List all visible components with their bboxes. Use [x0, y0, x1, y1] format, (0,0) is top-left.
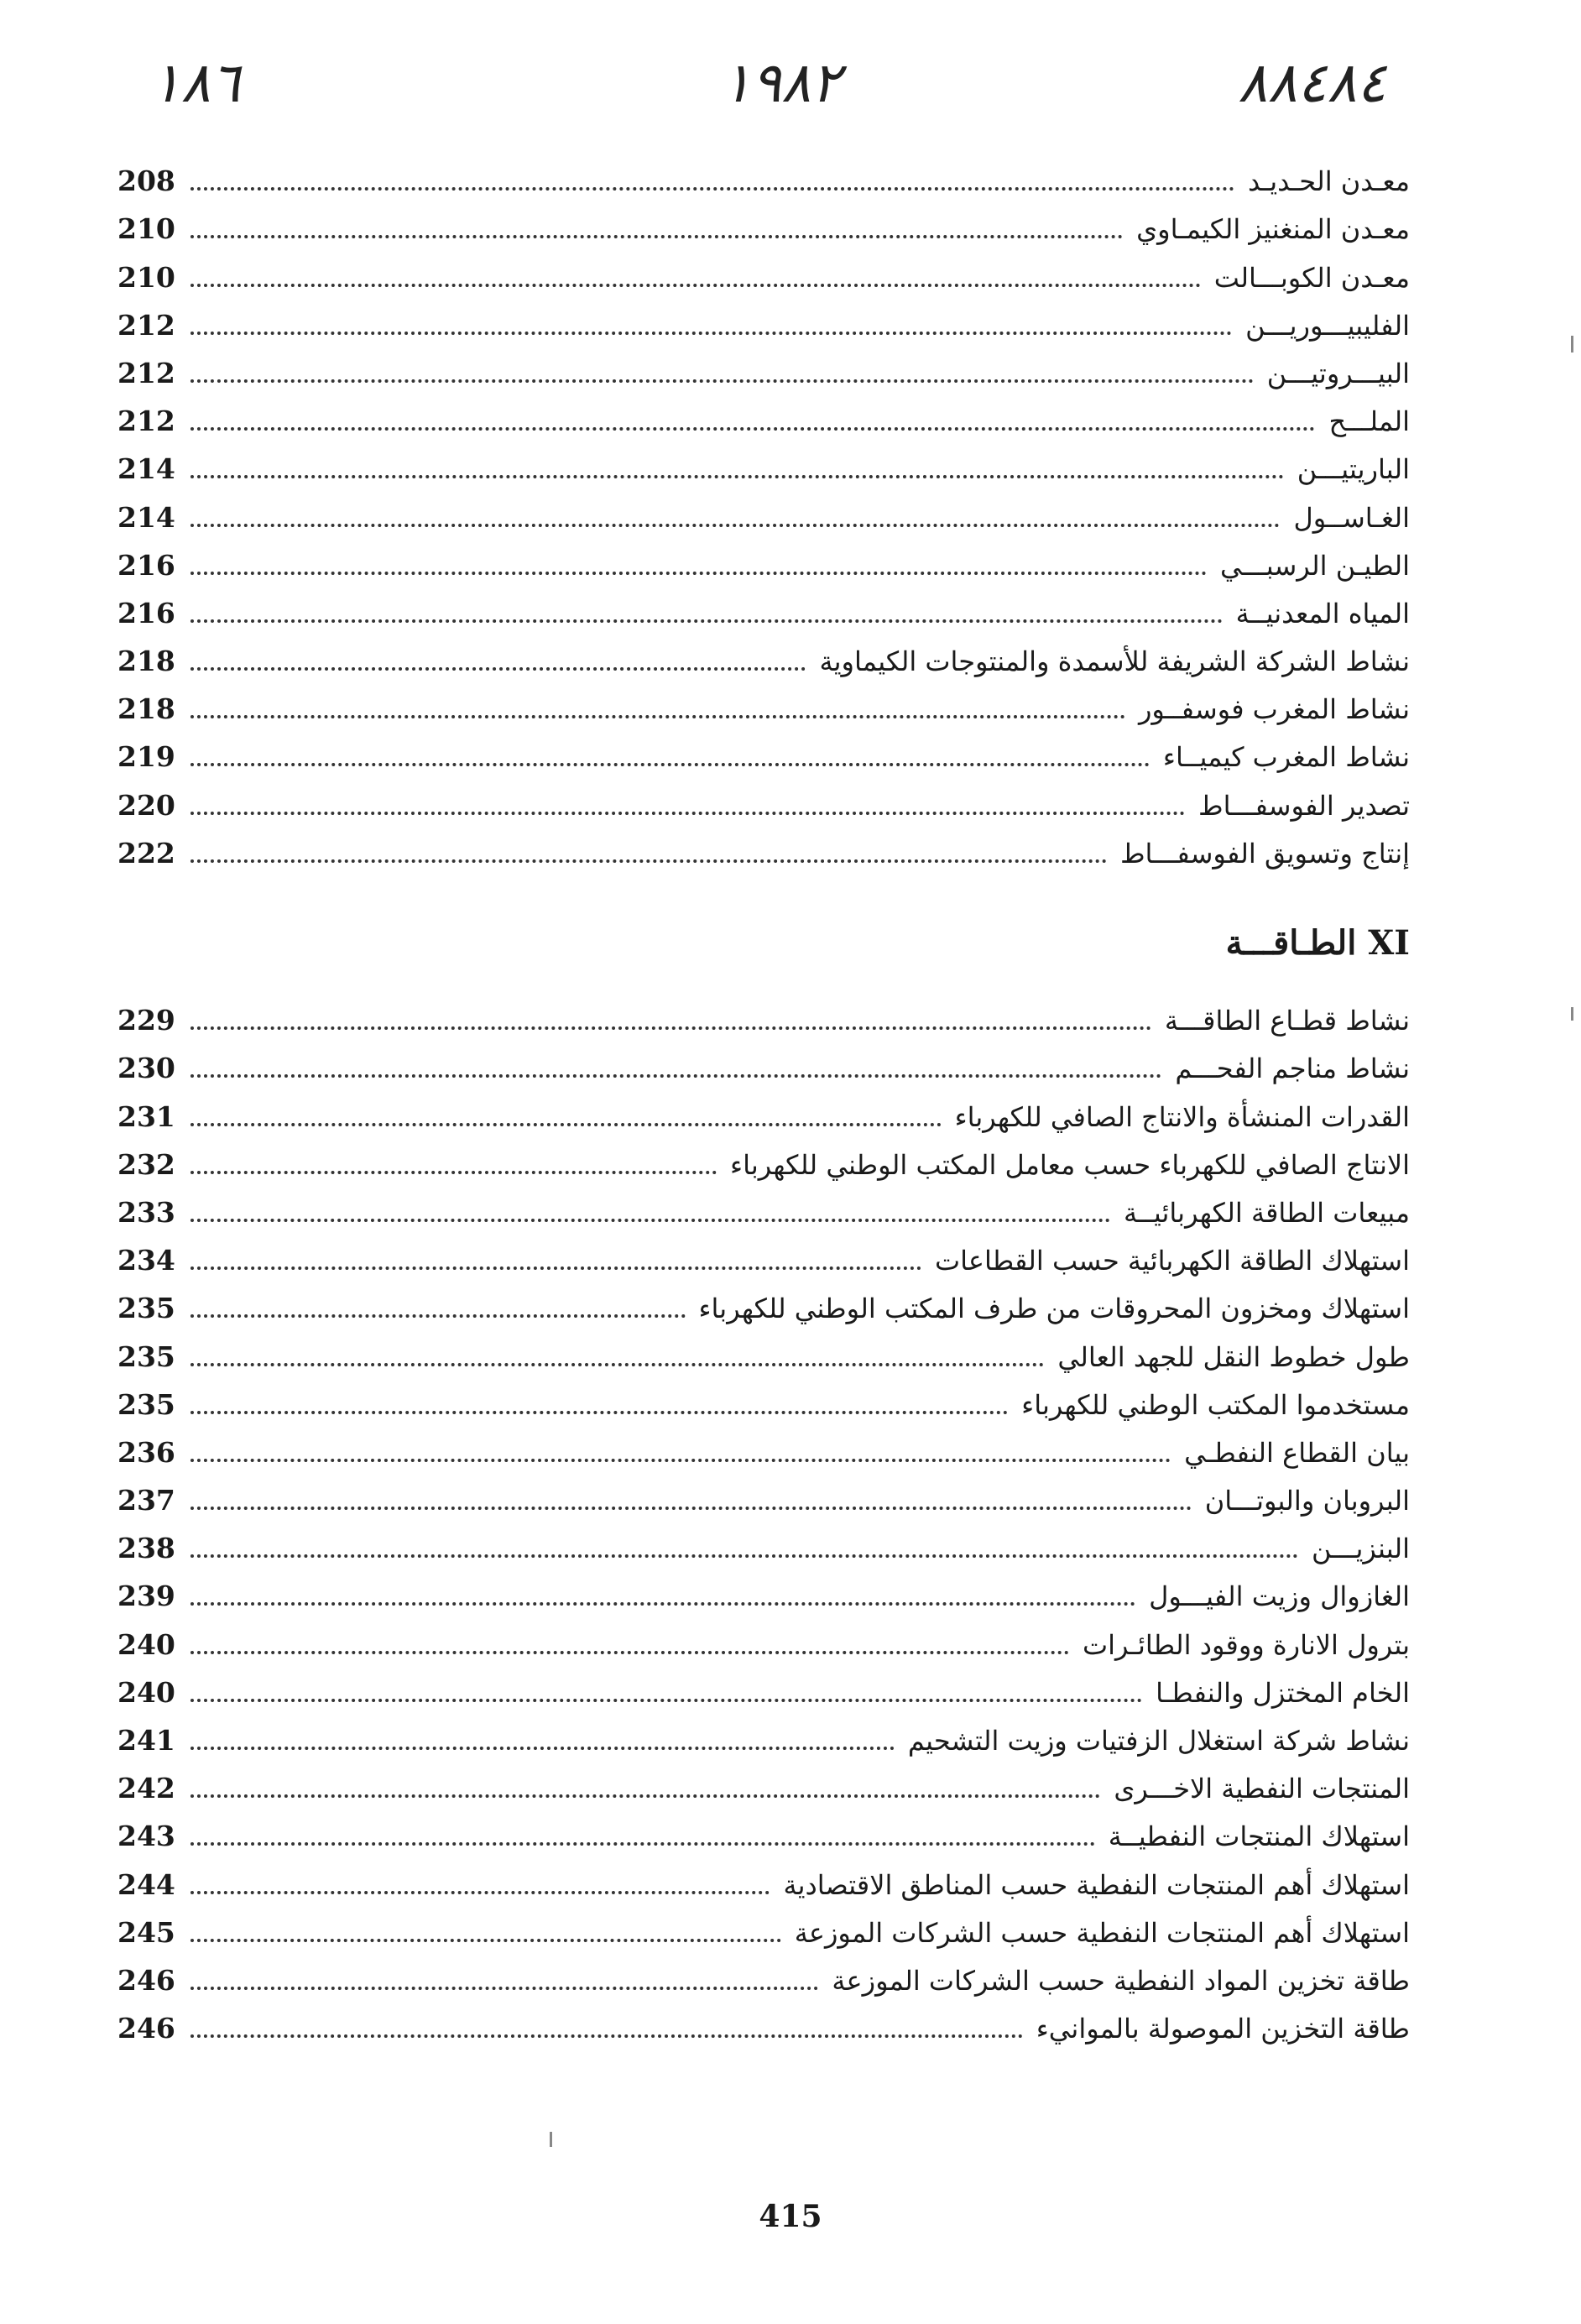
dot-leader	[190, 1074, 1161, 1078]
toc-entry-page: 245	[117, 1915, 175, 1949]
toc-entry-title: الخام المختزل والنفطـا	[1156, 1676, 1410, 1709]
toc-entry-title: الباريتيـــن	[1297, 453, 1410, 486]
toc-entry-title: بترول الانارة ووقود الطائـرات	[1082, 1628, 1410, 1661]
toc-entry-page: 241	[117, 1724, 175, 1757]
dot-leader	[190, 1219, 1110, 1222]
toc-entry-page: 232	[117, 1147, 175, 1181]
toc-entry-page: 235	[117, 1292, 175, 1325]
toc-entry	[117, 1810, 1410, 1857]
toc-entry-page: 236	[117, 1435, 175, 1469]
toc-list-energy	[117, 994, 1410, 2050]
toc-entry-page: 240	[117, 1627, 175, 1661]
toc-entry-page: 218	[117, 692, 175, 726]
dot-leader	[190, 1747, 895, 1750]
dot-leader	[190, 1171, 717, 1174]
toc-entry-page: 212	[117, 405, 175, 438]
dot-leader	[190, 2034, 1023, 2038]
toc-entry	[117, 1666, 1410, 1714]
toc-entry-page: 229	[117, 1004, 175, 1037]
toc-entry	[117, 154, 1410, 202]
dot-leader	[190, 1363, 1044, 1366]
section-heading: XI الطـاقـــة	[1225, 923, 1410, 963]
toc-entry-title: نشاط شركة استغلال الزفتيات وزيت التشحيم	[907, 1725, 1410, 1757]
toc-entry	[117, 1138, 1410, 1186]
toc-entry-page: 240	[117, 1675, 175, 1709]
toc-entry	[117, 347, 1410, 394]
dot-leader	[190, 1123, 942, 1126]
toc-entry-title: المياه المعدنيــة	[1235, 597, 1410, 629]
dot-leader	[190, 1987, 818, 1990]
dot-leader	[190, 572, 1207, 575]
handwritten-note-right: ٨٨٤٨٤	[1238, 50, 1387, 115]
toc-entry-title: مستخدموا المكتب الوطني للكهرباء	[1021, 1388, 1410, 1421]
toc-list-minerals	[117, 154, 1410, 875]
toc-entry	[117, 587, 1410, 635]
dot-leader	[190, 619, 1223, 623]
handwritten-note-center: ١٩٨٢	[722, 50, 841, 115]
toc-entry	[117, 730, 1410, 778]
toc-entry-title: استهلاك أهم المنتجات النفطية حسب الشركات الموزعة	[794, 1916, 1410, 1949]
handwritten-note-left: ١٨٦	[151, 50, 241, 115]
toc-entry-title: القدرات المنشأة والانتاج الصافي للكهرباء	[954, 1100, 1410, 1133]
toc-entry-title: الملـــح	[1328, 405, 1410, 438]
toc-entry-page: 212	[117, 356, 175, 389]
dot-leader	[190, 1459, 1171, 1462]
toc-entry-page: 214	[117, 452, 175, 486]
toc-entry-page: 235	[117, 1340, 175, 1373]
toc-entry-title: معـدن المنغنيز الكيمـاوي	[1136, 213, 1410, 246]
toc-entry-title: نشاط المغرب فوسفــور	[1138, 693, 1410, 726]
toc-entry	[117, 1042, 1410, 1089]
toc-entry	[117, 994, 1410, 1042]
toc-entry	[117, 1329, 1410, 1377]
toc-entry-title: الفليبيـــوريـــن	[1245, 309, 1410, 342]
toc-entry-page: 233	[117, 1195, 175, 1229]
dot-leader	[190, 475, 1284, 478]
dot-leader	[190, 235, 1123, 238]
toc-entry	[117, 394, 1410, 442]
dot-leader	[190, 715, 1125, 718]
dot-leader	[190, 1842, 1095, 1846]
toc-entry-title: معـدن الحـديـد	[1248, 165, 1410, 198]
toc-entry	[117, 1569, 1410, 1617]
toc-entry	[117, 202, 1410, 250]
toc-entry-page: 238	[117, 1532, 175, 1565]
toc-entry	[117, 442, 1410, 490]
toc-entry	[117, 1089, 1410, 1137]
toc-entry	[117, 490, 1410, 538]
dot-leader	[190, 1651, 1069, 1654]
toc-entry-page: 239	[117, 1580, 175, 1613]
toc-entry	[117, 2002, 1410, 2050]
toc-entry	[117, 1234, 1410, 1282]
toc-entry-title: نشاط مناجم الفحـــم	[1175, 1052, 1410, 1085]
toc-entry-page: 212	[117, 308, 175, 342]
toc-entry-title: بيان القطاع النفطـي	[1184, 1436, 1410, 1469]
dot-leader	[190, 1411, 1008, 1414]
toc-entry-title: الغازوال وزيت الفيـــول	[1149, 1580, 1410, 1613]
toc-entry-page: 214	[117, 500, 175, 534]
toc-entry-title: المنتجات النفطية الاخـــرى	[1114, 1773, 1410, 1805]
scan-mark	[550, 2132, 552, 2147]
toc-entry-page: 242	[117, 1772, 175, 1805]
toc-entry	[117, 1617, 1410, 1665]
dot-leader	[190, 332, 1232, 335]
toc-entry-title: طاقة التخزين الموصولة بالموانيء	[1036, 2013, 1410, 2045]
toc-entry-title: طول خطوط النقل للجهد العالي	[1057, 1340, 1410, 1373]
toc-entry-title: استهلاك ومخزون المحروقات من طرف المكتب الوطني للكهرباء	[698, 1293, 1410, 1325]
toc-entry-title: إنتاج وتسويق الفوسفـــاط	[1119, 837, 1410, 870]
dot-leader	[190, 1939, 781, 1942]
toc-entry-page: 218	[117, 645, 175, 678]
dot-leader	[190, 763, 1150, 766]
toc-entry-page: 246	[117, 2012, 175, 2045]
toc-entry	[117, 1762, 1410, 1810]
toc-entry-title: معـدن الكوبـــالت	[1213, 261, 1410, 294]
toc-entry-title: استهلاك أهم المنتجات النفطية حسب المناطق الاقتصادية	[783, 1868, 1410, 1901]
toc-entry-title: استهلاك الطاقة الكهربائية حسب القطاعات	[935, 1245, 1410, 1277]
toc-entry-title: البنزيـــن	[1312, 1533, 1410, 1565]
toc-entry	[117, 827, 1410, 875]
toc-entry-page: 222	[117, 836, 175, 870]
toc-entry-page: 220	[117, 788, 175, 822]
toc-entry-title: مبيعات الطاقة الكهربائيــة	[1123, 1196, 1410, 1229]
toc-entry-page: 231	[117, 1099, 175, 1133]
toc-entry-page: 219	[117, 740, 175, 774]
toc-entry-title: تصدير الفوسفـــاط	[1197, 789, 1410, 822]
dot-leader	[190, 859, 1107, 863]
dot-leader	[190, 379, 1254, 383]
scan-mark	[1571, 1007, 1573, 1021]
toc-entry-page: 230	[117, 1052, 175, 1085]
toc-entry	[117, 299, 1410, 347]
toc-entry	[117, 635, 1410, 682]
dot-leader	[190, 1507, 1192, 1510]
toc-entry	[117, 250, 1410, 298]
dot-leader	[190, 1794, 1100, 1798]
toc-entry	[117, 1426, 1410, 1474]
toc-entry	[117, 1906, 1410, 1954]
toc-entry-title: نشاط الشركة الشريفة للأسمدة والمنتوجات الكيماوية	[819, 645, 1410, 678]
dot-leader	[190, 1554, 1298, 1558]
toc-entry-page: 246	[117, 1963, 175, 1997]
toc-entry-page: 237	[117, 1484, 175, 1517]
toc-entry	[117, 1714, 1410, 1762]
toc-entry	[117, 1522, 1410, 1569]
toc-entry-title: استهلاك المنتجات النفطيــة	[1108, 1820, 1410, 1853]
toc-entry-page: 208	[117, 165, 175, 198]
toc-entry-title: طاقة تخزين المواد النفطية حسب الشركات الموزعة	[832, 1964, 1410, 1997]
toc-entry-title: الغـاســول	[1293, 501, 1410, 534]
toc-entry-page: 210	[117, 260, 175, 294]
toc-entry-title: البيـــروتيـــن	[1266, 357, 1410, 389]
toc-entry-title: البروبان والبوتـــان	[1204, 1485, 1410, 1517]
toc-entry	[117, 1378, 1410, 1426]
toc-entry-page: 216	[117, 596, 175, 629]
toc-entry-title: نشاط المغرب كيميــاء	[1162, 741, 1410, 774]
toc-entry-page: 235	[117, 1387, 175, 1421]
dot-leader	[190, 667, 806, 671]
toc-entry	[117, 539, 1410, 587]
dot-leader	[190, 1891, 770, 1894]
toc-entry-title: الانتاج الصافي للكهرباء حسب معامل المكتب الوطني للكهرباء	[730, 1148, 1410, 1181]
toc-entry-page: 244	[117, 1867, 175, 1901]
toc-entry-title: الطيـن الرسبـــي	[1219, 549, 1410, 582]
toc-entry	[117, 682, 1410, 730]
toc-entry-title: نشاط قطـاع الطاقـــة	[1164, 1005, 1410, 1037]
dot-leader	[190, 1026, 1151, 1030]
scan-mark	[1571, 336, 1573, 353]
dot-leader	[190, 1699, 1142, 1702]
dot-leader	[190, 1314, 686, 1318]
dot-leader	[190, 427, 1315, 431]
toc-entry	[117, 1186, 1410, 1234]
toc-entry	[117, 1857, 1410, 1905]
dot-leader	[190, 284, 1201, 287]
toc-entry	[117, 1954, 1410, 2002]
toc-entry	[117, 1474, 1410, 1522]
toc-entry-page: 234	[117, 1244, 175, 1277]
dot-leader	[190, 524, 1280, 527]
dot-leader	[190, 1602, 1135, 1606]
toc-entry-page: 243	[117, 1820, 175, 1853]
dot-leader	[190, 812, 1185, 815]
toc-entry-page: 210	[117, 212, 175, 246]
dot-leader	[190, 187, 1234, 191]
dot-leader	[190, 1266, 921, 1270]
toc-entry	[117, 1282, 1410, 1329]
toc-entry-page: 216	[117, 548, 175, 582]
toc-entry	[117, 778, 1410, 826]
page-number: 415	[759, 2199, 822, 2234]
